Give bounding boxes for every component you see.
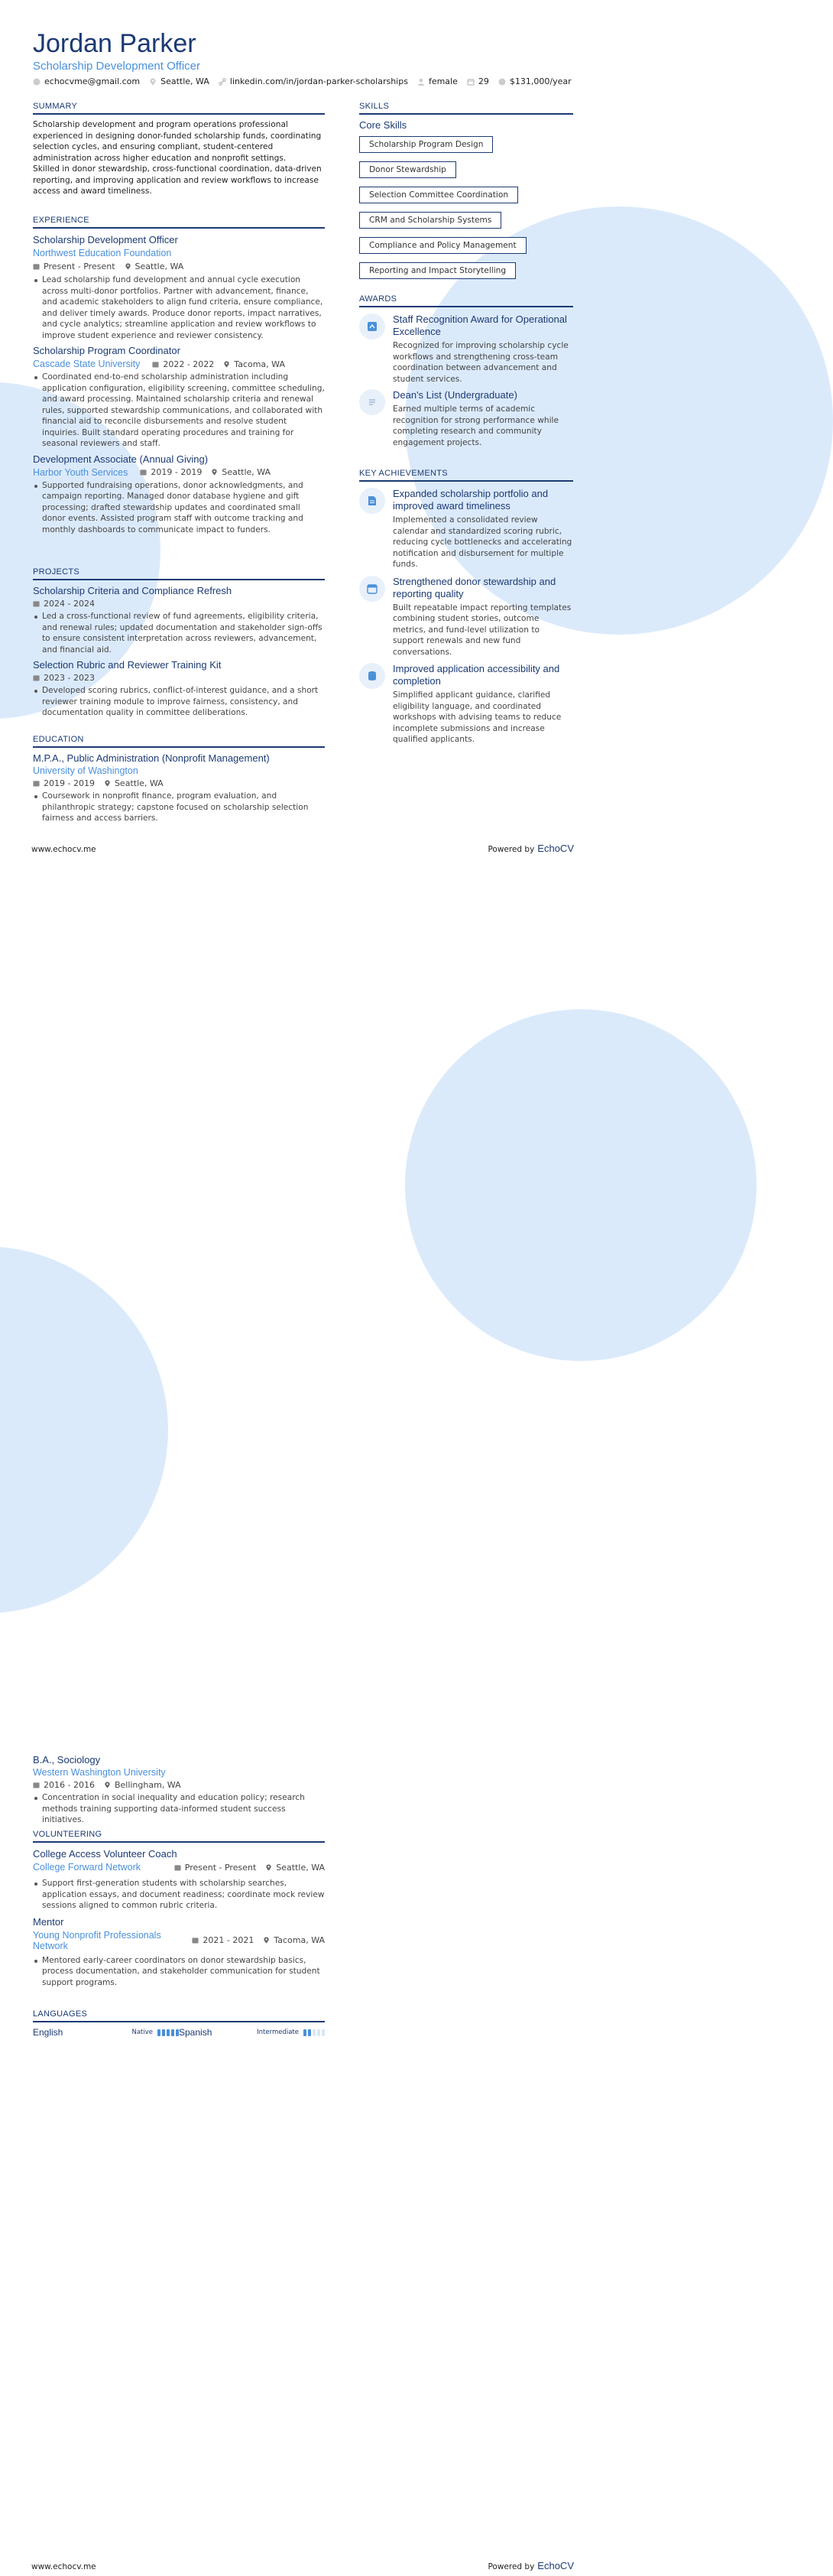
skill-tag: Reporting and Impact Storytelling: [359, 262, 516, 279]
background-circle: [405, 1009, 757, 1361]
entry-location: Bellingham, WA: [114, 1780, 181, 1790]
level-bar: [162, 2029, 165, 2036]
entry-location: Seattle, WA: [135, 261, 184, 271]
volunteer-org: College Forward Network: [33, 1862, 141, 1873]
education-degree: M.P.A., Public Administration (Nonprofit Management): [33, 752, 270, 764]
salary-text: $131,000/year: [509, 76, 572, 86]
contact-age: [467, 76, 489, 86]
skill-tag: Donor Stewardship: [359, 161, 456, 178]
entry-org: Cascade State University: [33, 359, 141, 369]
project-name: Selection Rubric and Reviewer Training Kit: [33, 659, 222, 671]
at-icon: [33, 78, 41, 86]
location-pin-icon: [149, 78, 157, 86]
calendar-icon: [174, 1864, 181, 1871]
entry-dates: 2024 - 2024: [44, 599, 95, 609]
database-icon: [359, 663, 385, 689]
location-pin-icon: [125, 263, 131, 270]
skill-tag: Selection Committee Coordination: [359, 187, 518, 203]
contact-email[interactable]: [33, 76, 140, 86]
entry-location: Seattle, WA: [114, 778, 164, 788]
footer-powered: [488, 843, 574, 854]
education-degree: B.A., Sociology: [33, 1754, 101, 1766]
projects-section: [33, 567, 325, 719]
email-text: echocvme@gmail.com: [44, 76, 141, 86]
award-description: Earned multiple terms of academic recognition for strong performance while completing research and community engagement projects.: [393, 404, 559, 447]
candidate-headline: Scholarship Development Officer: [33, 60, 200, 73]
entry-meta: [152, 359, 285, 369]
location-pin-icon: [211, 469, 218, 476]
section-title: AWARDS: [359, 294, 573, 307]
volunteer-role: Mentor: [33, 1915, 64, 1928]
entry-bullet: Concentration in social inequality and education policy; research methods training supporting data-informed student success initiatives.: [33, 1792, 325, 1826]
volunteer-org: Young Nonprofit Professionals Network: [33, 1929, 161, 1951]
award-description: Recognized for improving scholarship cycle workflows and strengthening cross-team coordination between advancement and student services.: [393, 341, 569, 384]
language-level-bars: [303, 2029, 325, 2036]
level-bar: [303, 2029, 306, 2036]
achievement-title: Improved application accessibility and completion: [393, 663, 560, 687]
achievement-description: Built repeatable impact reporting templates combining student stories, outcome metrics, and fund-level utilization to support renewals and new fund conversations.: [393, 603, 572, 657]
project-name: Scholarship Criteria and Compliance Refresh: [33, 585, 232, 596]
skill-tag-list: [359, 135, 573, 287]
entry-bullet: Developed scoring rubrics, conflict-of-interest guidance, and a short reviewer training module to improve fairness, consistency, and documentation quality in committee deliberations.: [33, 685, 325, 719]
entry-bullet: Support first-generation students with scholarship searches, application essays, and document readiness; coordinate mock review sessions aligned to common rubric criteria.: [33, 1878, 325, 1912]
experience-entry: [33, 453, 325, 536]
entry-dates: Present - Present: [184, 1862, 257, 1873]
entry-dates: 2019 - 2019: [44, 778, 95, 788]
location-pin-icon: [104, 780, 111, 787]
award-entry: [359, 389, 573, 448]
entry-meta: [174, 1863, 325, 1873]
gender-text: female: [428, 76, 458, 86]
entry-meta: [140, 467, 271, 477]
education-continued: [33, 1754, 325, 1826]
age-text: 29: [478, 76, 489, 86]
resume-page-1: [0, 0, 607, 859]
achievement-description: Simplified applicant guidance, clarified eligibility language, and coordinated workshops with advising teams to reduce incomplete submissions and increase qualified applicants.: [393, 690, 562, 744]
entry-org: Northwest Education Foundation: [33, 248, 172, 258]
experience-entry: [33, 234, 325, 341]
brand-logo[interactable]: EchoCV: [537, 843, 574, 854]
experience-entry: [33, 345, 325, 450]
achievement-entry: [359, 488, 573, 570]
education-school: University of Washington: [33, 765, 138, 776]
language-entry: [179, 2027, 325, 2038]
section-title: LANGUAGES: [33, 2009, 325, 2022]
education-entry: [33, 1754, 325, 1826]
skill-tag: Compliance and Policy Management: [359, 237, 527, 254]
powered-by-text: Powered by: [488, 845, 535, 854]
entry-meta: [33, 599, 325, 609]
section-title: SKILLS: [359, 102, 573, 115]
calendar-icon: [140, 469, 147, 476]
language-name: Spanish: [179, 2027, 212, 2038]
entry-bullet: Lead scholarship fund development and annual cycle execution across multi-donor portfolios. Partner with advancement, finance, and academic stakeholders to align fund criteria, ensure compliance, and deliver timely awards. Produce donor reports, impact narratives, and cycle analytics; streamline application and review workflows to improve student experience and reviewer consistency.: [33, 274, 325, 341]
entry-meta: [33, 673, 325, 683]
entry-meta: [192, 1935, 325, 1945]
level-bar: [308, 2029, 311, 2036]
language-level: Intermediate: [257, 2029, 299, 2036]
entry-role: Development Associate (Annual Giving): [33, 453, 209, 465]
entry-meta: [33, 261, 325, 271]
section-title: VOLUNTEERING: [33, 1830, 325, 1843]
entry-dates: 2019 - 2019: [151, 467, 203, 477]
calendar-icon: [152, 361, 159, 368]
entry-meta: [33, 1780, 325, 1790]
calendar-icon: [467, 78, 475, 86]
calendar-icon: [33, 780, 40, 787]
summary-section: [33, 102, 325, 197]
achievement-description: Implemented a consolidated review calendar and standardized scoring rubric, reducing cycle bottlenecks and accelerating notification and disbursement for multiple funds.: [393, 515, 572, 569]
volunteering-entry: [33, 1848, 325, 1912]
achievement-title: Strengthened donor stewardship and reporting quality: [393, 575, 556, 599]
volunteering-section: [33, 1830, 325, 1988]
language-level: Native: [131, 2029, 153, 2036]
section-title: PROJECTS: [33, 567, 325, 580]
award-title: Staff Recognition Award for Operational Excellence: [393, 313, 567, 337]
section-title: KEY ACHIEVEMENTS: [359, 469, 573, 482]
calendar-icon: [33, 674, 40, 681]
skills-group-title: Core Skills: [359, 119, 407, 131]
level-bar: [167, 2029, 170, 2036]
coin-icon: [498, 78, 506, 86]
footer-site[interactable]: www.echocv.me: [31, 2562, 96, 2571]
summary-paragraph: Scholarship development and program operations professional experienced in designing donor-funded scholarship funds, coordinating selection cycles, and ensuring compliant, student-centered administration across higher education and nonprofit settings.: [33, 120, 322, 163]
list-icon: [359, 389, 385, 415]
language-level-bars: [157, 2029, 179, 2036]
footer-site[interactable]: www.echocv.me: [31, 845, 96, 854]
footer-powered: [488, 2560, 574, 2571]
entry-bullet: Supported fundraising operations, donor acknowledgments, and campaign reporting. Managed donor database hygiene and gift processing; drafted stewardship updates and coordinated small donor events. Assisted program staff with outcome tracking and monthly dashboards to communicate impact to funders.: [33, 480, 325, 536]
entry-location: Seattle, WA: [276, 1862, 325, 1873]
level-bar: [322, 2029, 325, 2036]
achievement-entry: [359, 576, 573, 658]
entry-dates: 2023 - 2023: [44, 673, 95, 683]
level-bar: [171, 2029, 174, 2036]
entry-bullet: Led a cross-functional review of fund agreements, eligibility criteria, and renewal rules; updated documentation and stakeholder sign-offs to ensure consistent interpretation across reviewers, advancement, and financial aid.: [33, 611, 325, 655]
calendar-icon: [192, 1937, 199, 1944]
entry-location: Seattle, WA: [222, 467, 271, 477]
level-bar: [313, 2029, 316, 2036]
contact-location: [149, 76, 209, 86]
entry-dates: Present - Present: [44, 261, 115, 271]
award-title: Dean's List (Undergraduate): [393, 389, 517, 401]
education-section: [33, 735, 325, 824]
education-school: Western Washington University: [33, 1767, 166, 1778]
contact-gender: [417, 76, 458, 86]
powered-by-text: Powered by: [488, 2562, 535, 2571]
contact-bar: [33, 76, 572, 86]
language-name: English: [33, 2027, 63, 2038]
calendar-icon: [33, 600, 40, 607]
location-pin-icon: [223, 361, 230, 368]
calendar-icon: [359, 576, 385, 602]
calendar-icon: [33, 263, 40, 270]
section-title: SUMMARY: [33, 102, 325, 115]
contact-linkedin[interactable]: [219, 76, 408, 86]
entry-bullet: Coursework in nonprofit finance, program evaluation, and philanthropic strategy; capstone focused on scholarship selection fairness and access barriers.: [33, 791, 325, 824]
award-badge-icon: [359, 313, 385, 339]
awards-section: [359, 294, 573, 448]
language-entry: [33, 2027, 179, 2038]
achievement-entry: [359, 663, 573, 746]
entry-location: Tacoma, WA: [234, 359, 285, 369]
project-entry: [33, 585, 325, 655]
award-entry: [359, 313, 573, 385]
entry-bullet: Mentored early-career coordinators on donor stewardship basics, process documentation, and stakeholder communication for student support programs.: [33, 1955, 325, 1989]
volunteering-entry: [33, 1916, 325, 1989]
achievements-section: [359, 469, 573, 746]
education-entry: [33, 752, 325, 824]
person-icon: [417, 78, 425, 86]
location-pin-icon: [265, 1864, 272, 1871]
entry-dates: 2022 - 2022: [163, 359, 215, 369]
section-title: EDUCATION: [33, 735, 325, 748]
brand-logo[interactable]: EchoCV: [537, 2560, 574, 2571]
entry-dates: 2016 - 2016: [44, 1780, 95, 1790]
entry-role: Scholarship Development Officer: [33, 234, 178, 245]
level-bar: [157, 2029, 160, 2036]
volunteer-role: College Access Volunteer Coach: [33, 1848, 177, 1860]
document-icon: [359, 488, 385, 514]
section-title: EXPERIENCE: [33, 216, 325, 229]
skill-tag: Scholarship Program Design: [359, 136, 493, 153]
entry-dates: 2021 - 2021: [203, 1935, 254, 1945]
location-pin-icon: [104, 1782, 111, 1788]
achievement-title: Expanded scholarship portfolio and improved award timeliness: [393, 488, 549, 512]
languages-section: [33, 2009, 325, 2038]
candidate-name: Jordan Parker: [33, 29, 196, 58]
languages-row: [33, 2027, 325, 2038]
project-entry: [33, 659, 325, 719]
link-icon: [219, 78, 226, 86]
entry-bullet: Coordinated end-to-end scholarship administration including application configuration, eligibility screening, committee scheduling, and award processing. Maintained scholarship criteria and renewal rules, supported stewardship communications, and collaborated with financial aid to reconcile disbursements and resolve student inquiries. Built standard operating procedures and training for seasonal reviewers and staff.: [33, 372, 325, 450]
calendar-icon: [33, 1782, 40, 1788]
level-bar: [317, 2029, 320, 2036]
background-circle: [0, 1246, 168, 1613]
experience-section: [33, 216, 325, 535]
contact-salary: [498, 76, 572, 86]
entry-org: Harbor Youth Services: [33, 466, 128, 478]
linkedin-text: linkedin.com/in/jordan-parker-scholarships: [229, 76, 408, 86]
entry-role: Scholarship Program Coordinator: [33, 345, 180, 356]
location-text: Seattle, WA: [160, 76, 209, 86]
entry-location: Tacoma, WA: [274, 1935, 325, 1945]
summary-paragraph: Skilled in donor stewardship, cross-functional coordination, data-driven reporting, and improving application and review workflows to increase access and award timeliness.: [33, 164, 322, 196]
skills-section: [359, 102, 573, 287]
location-pin-icon: [263, 1937, 270, 1944]
resume-page-2: [0, 1717, 607, 2576]
skill-tag: CRM and Scholarship Systems: [359, 212, 501, 229]
entry-meta: [33, 778, 325, 788]
